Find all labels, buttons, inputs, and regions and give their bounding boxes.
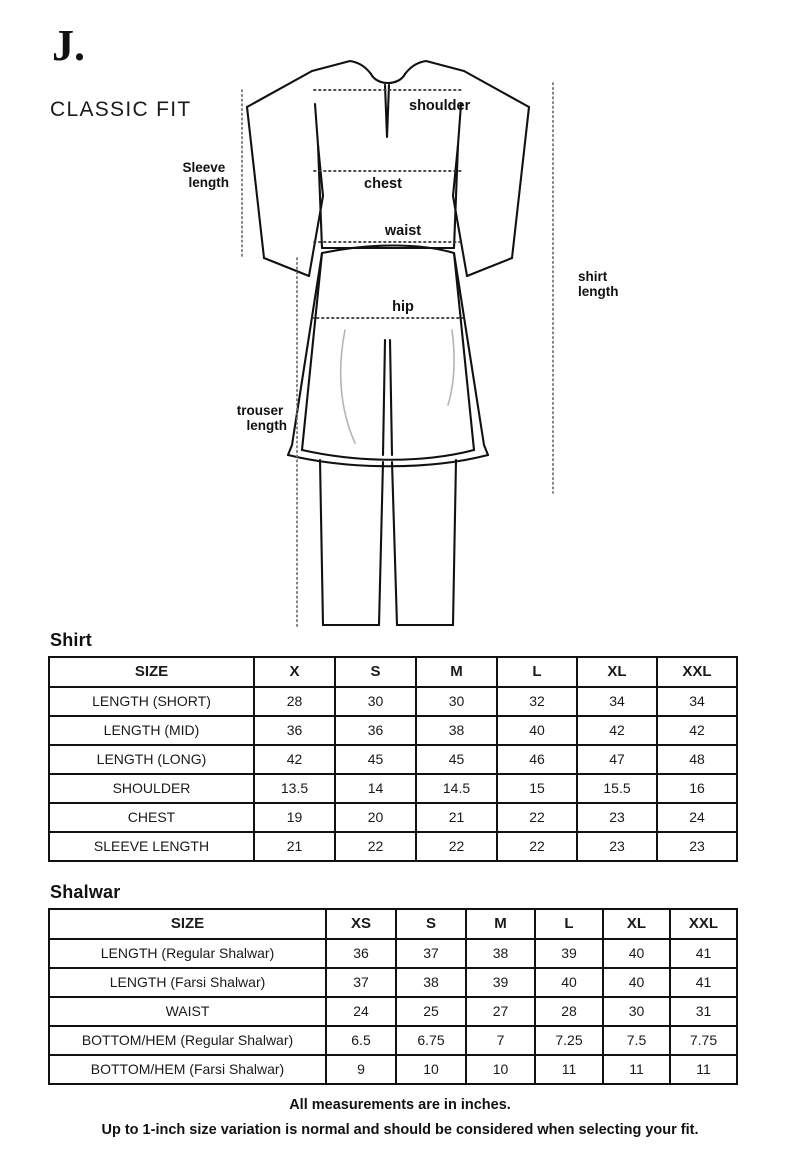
cell: 34 [577, 687, 657, 716]
cell: 14.5 [416, 774, 497, 803]
cell: 42 [254, 745, 335, 774]
cell: 19 [254, 803, 335, 832]
row-label: CHEST [49, 803, 254, 832]
cell: 40 [603, 968, 670, 997]
column-header-m: M [416, 657, 497, 687]
cell: 40 [535, 968, 603, 997]
shirt-left-armhole [315, 104, 318, 145]
cell: 15 [497, 774, 577, 803]
row-label: SLEEVE LENGTH [49, 832, 254, 861]
shirt-hem-inner-curve [302, 450, 474, 460]
cell: 30 [335, 687, 416, 716]
cell: 11 [670, 1055, 737, 1084]
cell: 42 [577, 716, 657, 745]
cell: 40 [603, 939, 670, 968]
column-header-xl: XL [603, 909, 670, 939]
shirt-drape-left [341, 330, 355, 443]
cell: 10 [466, 1055, 535, 1084]
cell: 11 [603, 1055, 670, 1084]
table-row [49, 716, 737, 745]
cell: 7.25 [535, 1026, 603, 1055]
cell: 21 [254, 832, 335, 861]
page-title: CLASSIC FIT [50, 98, 192, 121]
shirt-front-slit-left [383, 340, 385, 455]
table-row [49, 1026, 737, 1055]
label-chest: chest [364, 176, 402, 192]
cell: 7.5 [603, 1026, 670, 1055]
cell: 7.75 [670, 1026, 737, 1055]
shirt-left-sleeve-outer [247, 107, 264, 258]
shirt-neckline [371, 74, 405, 83]
cell: 39 [466, 968, 535, 997]
cell: 36 [326, 939, 396, 968]
shirt-size-table [48, 656, 738, 862]
label-shirt-length: shirt length [578, 269, 619, 299]
shirt-yoke-curve [322, 246, 454, 254]
trouser-left-outer-seam [320, 460, 323, 625]
cell: 30 [416, 687, 497, 716]
column-header-s: S [335, 657, 416, 687]
cell: 22 [416, 832, 497, 861]
table-row [49, 774, 737, 803]
cell: 37 [396, 939, 466, 968]
cell: 28 [535, 997, 603, 1026]
shalwar-size-table [48, 908, 738, 1085]
cell: 36 [335, 716, 416, 745]
row-label: WAIST [49, 997, 326, 1026]
label-sleeve-length: Sleeve length [182, 160, 229, 190]
column-header-s: S [396, 909, 466, 939]
cell: 36 [254, 716, 335, 745]
cell: 15.5 [577, 774, 657, 803]
cell: 38 [416, 716, 497, 745]
cell: 34 [657, 687, 737, 716]
cell: 22 [497, 803, 577, 832]
brand-logo: J. [52, 21, 85, 70]
row-label: LENGTH (MID) [49, 716, 254, 745]
row-label: BOTTOM/HEM (Farsi Shalwar) [49, 1055, 326, 1084]
table-row [49, 832, 737, 861]
column-header-size: SIZE [49, 909, 326, 939]
cell: 39 [535, 939, 603, 968]
column-header-l: L [497, 657, 577, 687]
shalwar-table-caption: Shalwar [50, 882, 121, 902]
shirt-right-cuff [467, 258, 512, 276]
cell: 30 [603, 997, 670, 1026]
cell: 9 [326, 1055, 396, 1084]
cell: 6.75 [396, 1026, 466, 1055]
cell: 23 [657, 832, 737, 861]
cell: 24 [657, 803, 737, 832]
row-label: LENGTH (Farsi Shalwar) [49, 968, 326, 997]
cell: 31 [670, 997, 737, 1026]
cell: 38 [396, 968, 466, 997]
column-header-x: X [254, 657, 335, 687]
cell: 32 [497, 687, 577, 716]
trouser-right-inner-seam [392, 462, 397, 625]
shirt-left-flare-outer [302, 253, 322, 450]
cell: 41 [670, 968, 737, 997]
table-header-row [49, 909, 737, 939]
column-header-xl: XL [577, 657, 657, 687]
row-label: LENGTH (Regular Shalwar) [49, 939, 326, 968]
table-row [49, 687, 737, 716]
cell: 41 [670, 939, 737, 968]
cell: 6.5 [326, 1026, 396, 1055]
label-waist: waist [384, 223, 422, 239]
trouser-left-inner-seam [379, 462, 383, 625]
row-label: LENGTH (SHORT) [49, 687, 254, 716]
column-header-xs: XS [326, 909, 396, 939]
cell: 23 [577, 803, 657, 832]
shirt-right-flare-outer [454, 253, 474, 450]
cell: 45 [416, 745, 497, 774]
shirt-drape-right [448, 330, 454, 405]
cell: 13.5 [254, 774, 335, 803]
column-header-xxl: XXL [657, 657, 737, 687]
cell: 27 [466, 997, 535, 1026]
row-label: SHOULDER [49, 774, 254, 803]
shirt-left-cuff [264, 258, 309, 276]
cell: 48 [657, 745, 737, 774]
table-row [49, 1055, 737, 1084]
label-shoulder: shoulder [409, 98, 471, 114]
cell: 22 [335, 832, 416, 861]
shirt-left-shoulder-line [247, 61, 371, 107]
cell: 10 [396, 1055, 466, 1084]
row-label: BOTTOM/HEM (Regular Shalwar) [49, 1026, 326, 1055]
shirt-right-sleeve-outer [512, 107, 529, 258]
cell: 14 [335, 774, 416, 803]
cell: 47 [577, 745, 657, 774]
cell: 28 [254, 687, 335, 716]
measurement-units-note: All measurements are in inches. [289, 1097, 511, 1113]
cell: 37 [326, 968, 396, 997]
cell: 11 [535, 1055, 603, 1084]
shirt-table-caption: Shirt [50, 630, 93, 650]
cell: 7 [466, 1026, 535, 1055]
cell: 23 [577, 832, 657, 861]
label-trouser-length: trouser length [236, 403, 287, 433]
shirt-placket-slit [385, 85, 389, 137]
shirt-front-slit-right [390, 340, 392, 455]
cell: 46 [497, 745, 577, 774]
size-variation-note: Up to 1-inch size variation is normal and should be considered when selecting your fit. [101, 1122, 699, 1138]
cell: 42 [657, 716, 737, 745]
cell: 40 [497, 716, 577, 745]
label-hip: hip [392, 299, 414, 315]
column-header-size: SIZE [49, 657, 254, 687]
table-row [49, 745, 737, 774]
row-label: LENGTH (LONG) [49, 745, 254, 774]
cell: 45 [335, 745, 416, 774]
cell: 22 [497, 832, 577, 861]
table-row [49, 939, 737, 968]
table-header-row [49, 657, 737, 687]
cell: 16 [657, 774, 737, 803]
cell: 38 [466, 939, 535, 968]
column-header-l: L [535, 909, 603, 939]
table-row [49, 803, 737, 832]
cell: 21 [416, 803, 497, 832]
table-row [49, 968, 737, 997]
cell: 25 [396, 997, 466, 1026]
cell: 24 [326, 997, 396, 1026]
table-row [49, 997, 737, 1026]
column-header-m: M [466, 909, 535, 939]
trouser-right-outer-seam [453, 460, 456, 625]
cell: 20 [335, 803, 416, 832]
column-header-xxl: XXL [670, 909, 737, 939]
